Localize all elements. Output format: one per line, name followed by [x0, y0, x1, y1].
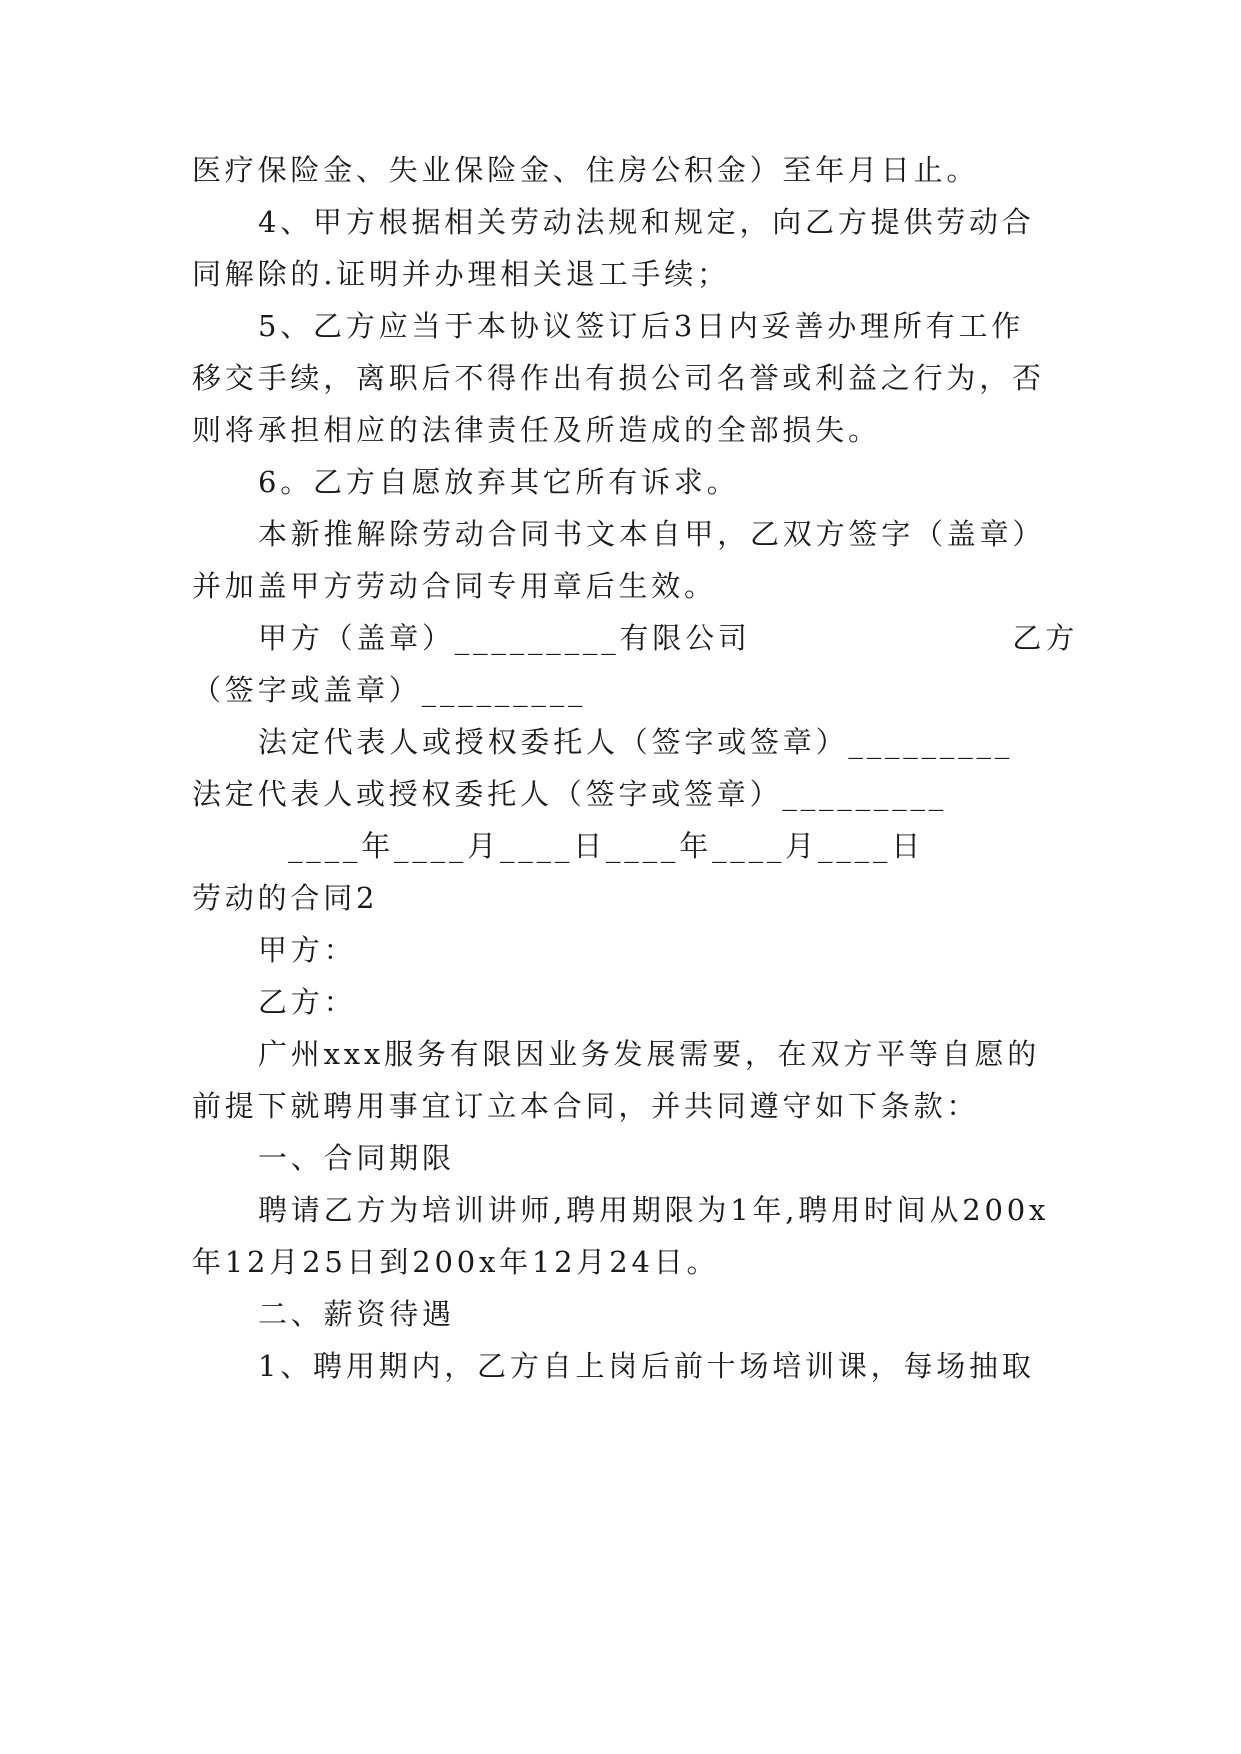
signature-line [258, 616, 1078, 660]
party-a-seal-text: 甲方（盖章）_________有限公司 [258, 621, 751, 655]
text-line: 同解除的.证明并办理相关退工手续； [192, 257, 730, 291]
text-line: 本新推解除劳动合同书文本自甲，乙双方签字（盖章） [258, 517, 1046, 551]
clause-heading: 二、薪资待遇 [258, 1297, 455, 1331]
text-line: 乙方： [258, 985, 357, 1019]
clause-heading: 一、合同期限 [258, 1141, 455, 1175]
date-line: ____年____月____日____年____月____日 [288, 829, 924, 863]
text-line: 4、甲方根据相关劳动法规和规定，向乙方提供劳动合 [258, 205, 1035, 239]
text-line: 6。乙方自愿放弃其它所有诉求。 [258, 465, 740, 499]
text-line: 聘请乙方为培训讲师,聘用期限为1年,聘用时间从200x [258, 1193, 1050, 1227]
text-line: 并加盖甲方劳动合同专用章后生效。 [192, 569, 717, 603]
text-line: 1、聘用期内，乙方自上岗后前十场培训课，每场抽取 [258, 1349, 1035, 1383]
text-line: 法定代表人或授权委托人（签字或签章）_________ [258, 725, 1014, 759]
party-b-text: 乙方 [1012, 621, 1078, 655]
text-line: 5、乙方应当于本协议签订后3日内妥善办理所有工作 [258, 309, 1025, 343]
text-line: 广州xxx服务有限因业务发展需要，在双方平等自愿的 [258, 1037, 1041, 1071]
text-line: 前提下就聘用事宜订立本合同，并共同遵守如下条款： [192, 1089, 980, 1123]
text-line: 医疗保险金、失业保险金、住房公积金）至年月日止。 [192, 153, 980, 187]
text-line: 移交手续，离职后不得作出有损公司名誉或利益之行为，否 [192, 361, 1045, 395]
section-title: 劳动的合同2 [192, 881, 379, 915]
text-line: （签字或盖章）_________ [192, 673, 587, 707]
text-line: 法定代表人或授权委托人（签字或签章）_________ [192, 777, 948, 811]
text-line: 年12月25日到200x年12月24日。 [192, 1245, 720, 1279]
text-line: 则将承担相应的法律责任及所造成的全部损失。 [192, 413, 881, 447]
text-line: 甲方： [258, 933, 357, 967]
